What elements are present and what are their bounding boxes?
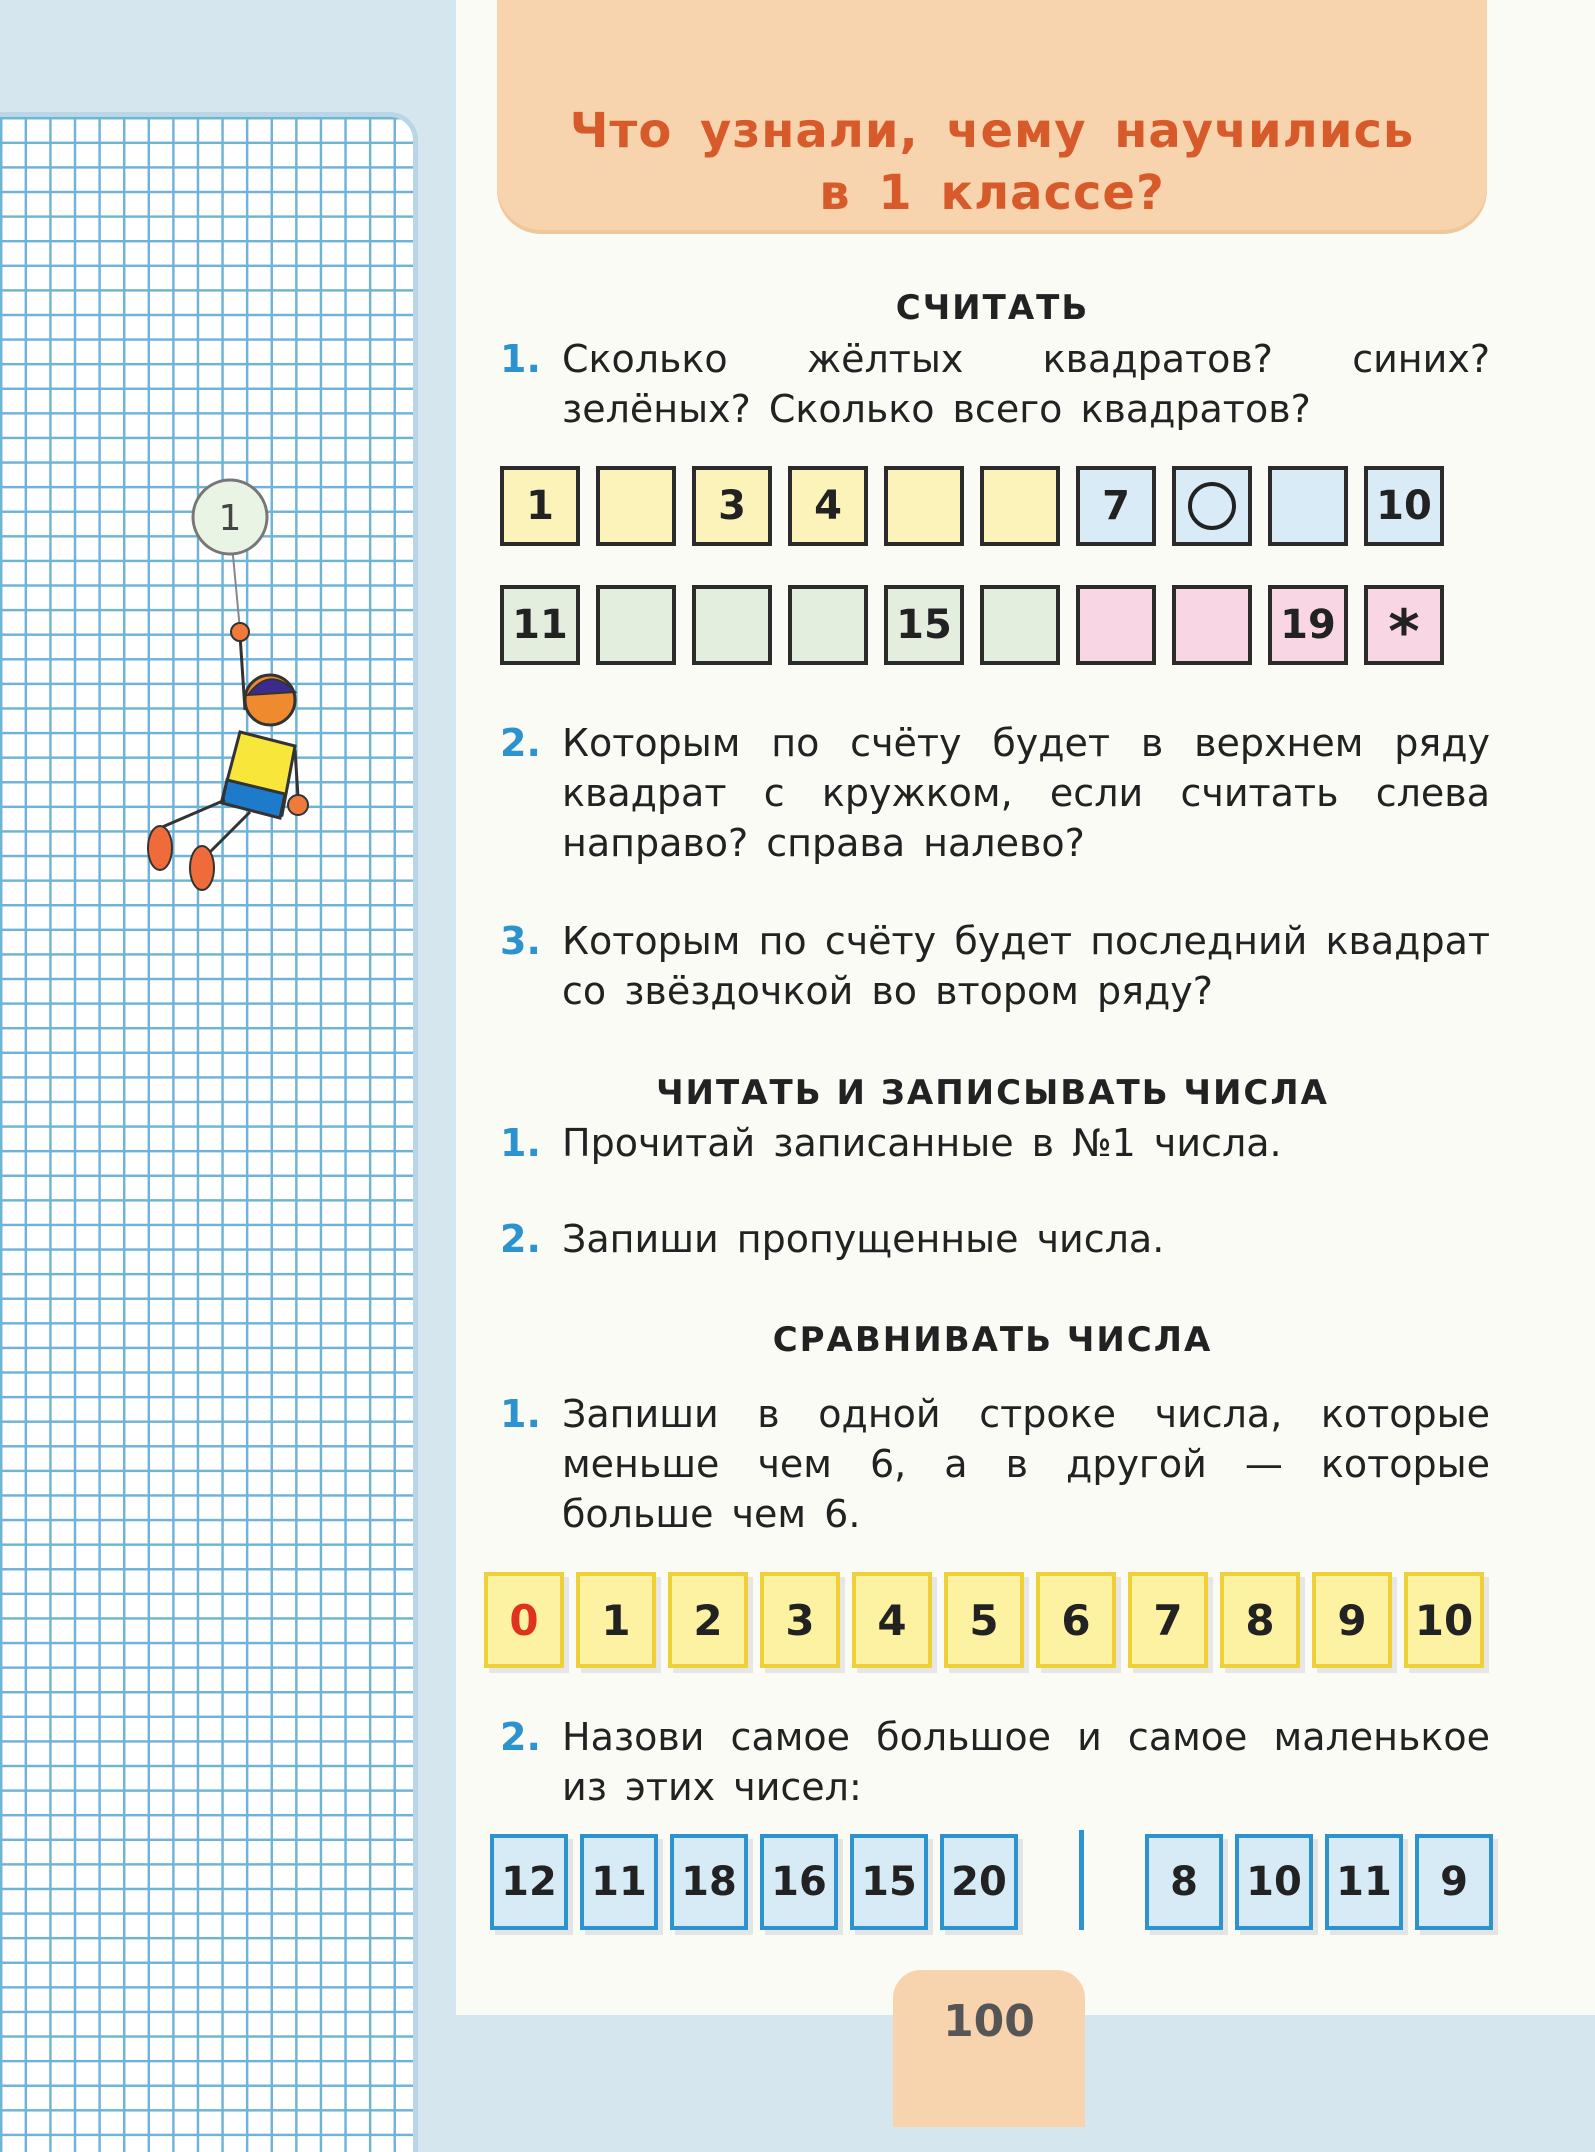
number-card: 11 <box>580 1834 658 1930</box>
balloon-string <box>232 545 240 630</box>
circle-icon <box>1188 482 1236 530</box>
task-number: 3. <box>500 919 541 963</box>
top-row-square <box>1268 466 1348 546</box>
number-card: 15 <box>850 1834 928 1930</box>
number-card: 18 <box>670 1834 748 1930</box>
bottom-squares-row <box>500 585 1444 665</box>
bottom-row-square <box>788 585 868 665</box>
number-card: 10 <box>1404 1572 1484 1668</box>
title-line-2: в 1 классе? <box>819 165 1165 221</box>
numbers-group-right <box>1145 1834 1493 1930</box>
task-number: 2. <box>500 1715 541 1759</box>
bottom-row-square <box>980 585 1060 665</box>
bottom-row-square <box>1364 585 1444 665</box>
task-count-1 <box>500 334 1490 434</box>
balloon-label: 1 <box>218 498 242 539</box>
task-text: Которым по счёту будет в верхнем ряду квадрат с кружком, если считать слева направо? справа налево? <box>562 721 1490 865</box>
number-card: 8 <box>1145 1834 1223 1930</box>
number-card: 3 <box>760 1572 840 1668</box>
number-cards-row <box>484 1572 1484 1668</box>
task-text: Запиши в одной строке числа, которые меньше чем 6, а в другой — которые больше чем 6. <box>562 1392 1490 1536</box>
numbers-group-left <box>490 1834 1018 1930</box>
top-row-square: 3 <box>692 466 772 546</box>
number-card: 11 <box>1325 1834 1403 1930</box>
bottom-row-square <box>1172 585 1252 665</box>
task-number: 2. <box>500 721 541 765</box>
number-card: 9 <box>1312 1572 1392 1668</box>
task-count-3 <box>500 916 1490 1016</box>
page-number-tab <box>893 1970 1085 2127</box>
number-card: 20 <box>940 1834 1018 1930</box>
number-card: 5 <box>944 1572 1024 1668</box>
task-number: 1. <box>500 1121 541 1165</box>
task-text: Назови самое большое и самое маленькое из этих чисел: <box>562 1715 1490 1809</box>
number-card: 0 <box>484 1572 564 1668</box>
top-row-square: 10 <box>1364 466 1444 546</box>
number-card: 4 <box>852 1572 932 1668</box>
task-text: Сколько жёлтых квадратов? синих? зелёных? Сколько всего квадратов? <box>562 337 1490 431</box>
number-card: 2 <box>668 1572 748 1668</box>
page-number: 100 <box>943 1996 1035 2047</box>
bottom-row-square <box>596 585 676 665</box>
task-number: 1. <box>500 1392 541 1436</box>
task-read-write-1 <box>500 1118 1490 1168</box>
section-heading-compare: СРАВНИВАТЬ ЧИСЛА <box>772 1320 1213 1360</box>
title-banner <box>497 0 1487 230</box>
section-heading-read-write: ЧИТАТЬ И ЗАПИСЫВАТЬ ЧИСЛА <box>656 1073 1329 1113</box>
task-compare-2 <box>500 1712 1490 1812</box>
task-text: Прочитай записанные в №1 числа. <box>562 1121 1282 1165</box>
top-row-square: 7 <box>1076 466 1156 546</box>
task-count-2 <box>500 718 1490 868</box>
bottom-row-square: 15 <box>884 585 964 665</box>
asterisk-icon: * <box>1388 597 1420 667</box>
top-row-square <box>596 466 676 546</box>
title-line-1: Что узнали, чему научились <box>569 103 1415 159</box>
number-card: 16 <box>760 1834 838 1930</box>
top-row-square <box>980 466 1060 546</box>
task-number: 1. <box>500 337 541 381</box>
grid-paper-panel <box>0 112 418 2152</box>
section-heading-count: СЧИТАТЬ <box>895 288 1090 328</box>
task-read-write-2 <box>500 1214 1490 1264</box>
task-compare-1 <box>500 1389 1490 1539</box>
top-row-square <box>1172 466 1252 546</box>
task-text: Которым по счёту будет последний квадрат со звёздочкой во втором ряду? <box>562 919 1490 1013</box>
bottom-row-square: 19 <box>1268 585 1348 665</box>
number-card: 8 <box>1220 1572 1300 1668</box>
kid-with-balloon-illustration <box>130 470 330 900</box>
group-divider <box>1079 1830 1084 1930</box>
number-card: 12 <box>490 1834 568 1930</box>
number-card: 7 <box>1128 1572 1208 1668</box>
top-row-square <box>884 466 964 546</box>
top-row-square: 4 <box>788 466 868 546</box>
bottom-row-square <box>692 585 772 665</box>
top-row-square: 1 <box>500 466 580 546</box>
number-card: 10 <box>1235 1834 1313 1930</box>
top-squares-row <box>500 466 1444 546</box>
number-card: 1 <box>576 1572 656 1668</box>
task-number: 2. <box>500 1217 541 1261</box>
bottom-row-square: 11 <box>500 585 580 665</box>
number-card: 6 <box>1036 1572 1116 1668</box>
page-title <box>497 100 1487 224</box>
task-text: Запиши пропущенные числа. <box>562 1217 1165 1261</box>
bottom-row-square <box>1076 585 1156 665</box>
number-card: 9 <box>1415 1834 1493 1930</box>
